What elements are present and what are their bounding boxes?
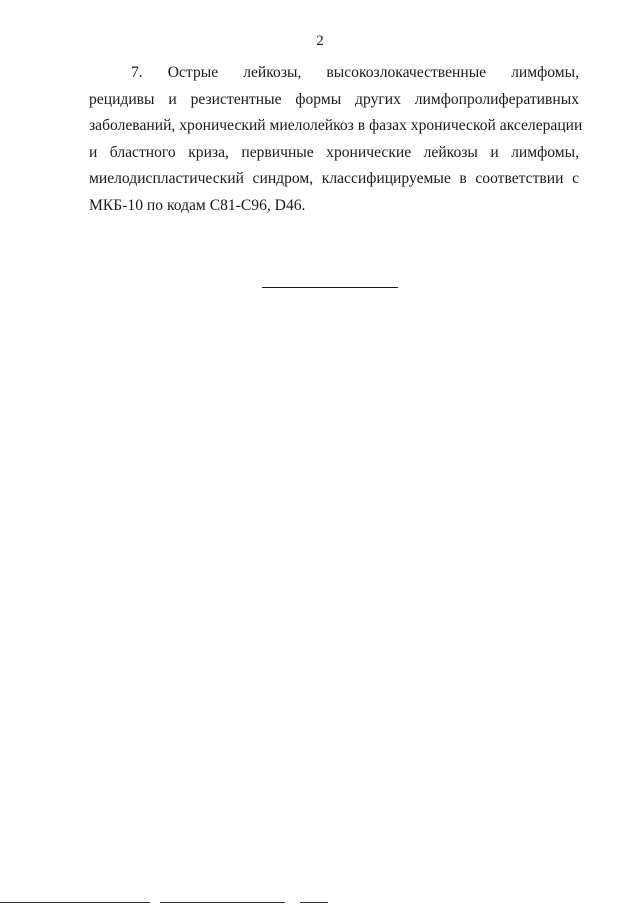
page-number: 2 xyxy=(316,33,324,49)
paragraph-line: рецидивы и резистентные формы других лимфопролиферативных xyxy=(89,90,579,108)
paragraph-line: МКБ-10 по кодам C81-C96, D46. xyxy=(89,196,306,214)
end-separator-line xyxy=(262,287,398,288)
body-paragraph xyxy=(89,60,583,220)
scan-edge-line xyxy=(300,902,328,903)
scan-edge-line xyxy=(160,902,285,903)
scan-edge-line xyxy=(0,902,150,903)
paragraph-line: миелодиспластический синдром, классифицируемые в соответствии с xyxy=(89,170,579,188)
paragraph-line: 7. Острые лейкозы, высокозлокачественные лимфомы, xyxy=(131,64,579,81)
paragraph-line: и бластного криза, первичные хронические лейкозы и лимфомы, xyxy=(89,143,579,161)
paragraph-line: заболеваний, хронический миелолейкоз в фазах хронической акселерации xyxy=(89,117,583,135)
